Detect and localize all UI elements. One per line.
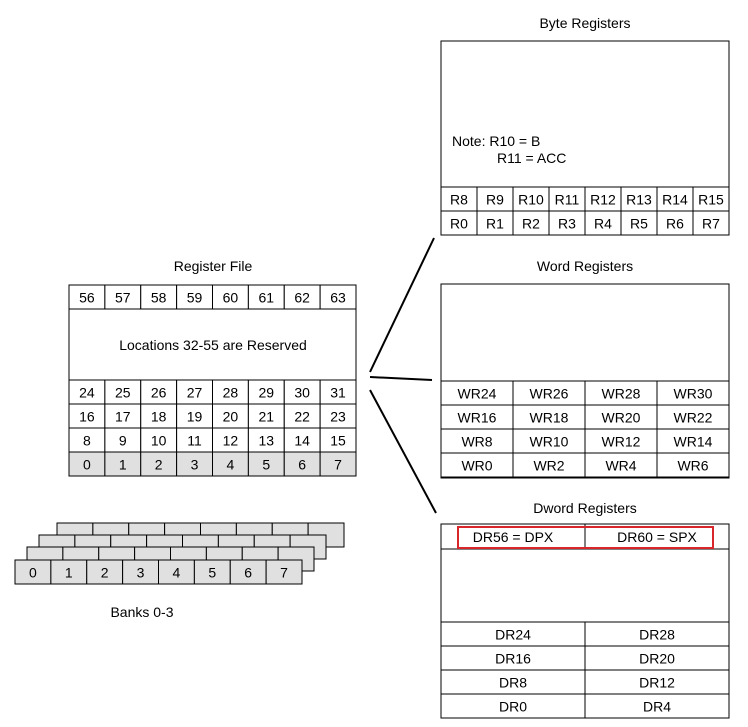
register-file-row-56-63-label: 58 [150, 289, 167, 306]
word-registers-title: Word Registers [536, 258, 634, 274]
word-register-row-label: WR0 [461, 457, 493, 474]
register-file-row-label: 30 [294, 384, 310, 401]
byte-register-r0-r7-label: R1 [486, 215, 504, 232]
word-register-row-label: WR8 [461, 433, 493, 450]
register-file-row-label: 5 [262, 456, 271, 473]
byte-register-r0-r7-label: R6 [666, 215, 684, 232]
register-file-row-label: 16 [79, 408, 95, 425]
word-registers-block [441, 258, 729, 478]
byte-register-r8-r15-label: R14 [662, 191, 688, 208]
byte-register-r8-r15-label: R11 [554, 191, 580, 208]
register-file-row-56-63-label: 56 [79, 289, 95, 306]
register-file-row-label: 26 [150, 384, 167, 401]
byte-register-r0-r7-label: R0 [450, 215, 468, 232]
byte-register-r8-r15-label: R12 [590, 191, 616, 208]
register-file-row-label: 3 [190, 456, 199, 473]
dword-register-row-label: DR12 [639, 674, 675, 691]
dword-registers-block [441, 500, 729, 718]
register-file-row-label: 2 [154, 456, 163, 473]
word-register-row-label: WR6 [677, 457, 709, 474]
register-file-row-label: 19 [186, 408, 203, 425]
word-register-row-label: WR4 [605, 457, 637, 474]
byte-registers-block [441, 15, 729, 235]
dword-registers-title: Dword Registers [533, 500, 637, 516]
word-register-row-label: WR18 [529, 409, 569, 426]
bank-0-label: 6 [244, 564, 253, 581]
byte-register-r8-r15-label: R8 [450, 191, 468, 208]
bank-0-label: 3 [136, 564, 145, 581]
register-file-row-label: 11 [187, 432, 202, 449]
register-file-row-label: 17 [115, 408, 131, 425]
register-file-row-56-63-label: 60 [222, 289, 239, 306]
register-file-row-label: 9 [118, 432, 127, 449]
bank-0-label: 5 [208, 564, 217, 581]
dword-register-row-label: DR20 [639, 650, 675, 667]
register-file-row-56-63-label: 63 [330, 289, 346, 306]
register-file-row-label: 8 [83, 432, 91, 449]
dword-register-row-label: DR4 [642, 698, 672, 715]
byte-registers-title: Byte Registers [539, 15, 631, 31]
byte-register-r0-r7-label: R4 [594, 215, 612, 232]
reserved-locations-note: Locations 32-55 are Reserved [119, 337, 307, 353]
word-register-row-label: WR2 [533, 457, 565, 474]
dword-register-row-label: DR16 [495, 650, 531, 667]
bank-0-label: 1 [64, 564, 73, 581]
register-file-row-label: 22 [294, 408, 310, 425]
connector-lines [370, 238, 436, 513]
register-file-row-label: 1 [118, 456, 127, 473]
banks-label: Banks 0-3 [110, 604, 174, 620]
byte-register-r8-r15-label: R15 [698, 191, 724, 208]
register-file-row-label: 12 [222, 432, 239, 449]
byte-register-r8-r15-label: R9 [486, 191, 504, 208]
word-register-row-label: WR22 [673, 409, 713, 426]
byte-register-r0-r7-label: R5 [630, 215, 648, 232]
register-file-row-label: 18 [150, 408, 167, 425]
register-file-row-label: 23 [330, 408, 346, 425]
register-file-row-label: 13 [258, 432, 275, 449]
byte-register-r0-r7-label: R2 [522, 215, 540, 232]
register-file-row-56-63-label: 59 [186, 289, 203, 306]
register-file-block [69, 258, 356, 476]
byte-register-r8-r15-label: R13 [626, 191, 652, 208]
bank-0-label: 2 [100, 564, 109, 581]
register-file-row-56-63-label: 57 [115, 289, 131, 306]
connector-to-word-registers [370, 377, 432, 380]
word-register-row-label: WR30 [673, 385, 713, 402]
register-file-row-label: 20 [222, 408, 239, 425]
register-file-row-label: 6 [298, 456, 307, 473]
register-file-row-label: 29 [258, 384, 275, 401]
byte-registers-note-line2: R11 = ACC [497, 150, 567, 166]
word-register-row-label: WR24 [457, 385, 497, 402]
register-file-row-label: 0 [83, 456, 91, 473]
register-file-row-label: 21 [258, 408, 275, 425]
register-file-row-label: 4 [226, 456, 235, 473]
word-register-row-label: WR16 [457, 409, 497, 426]
word-register-row-label: WR26 [529, 385, 569, 402]
register-file-row-label: 7 [334, 456, 342, 473]
register-file-row-56-63-label: 62 [294, 289, 310, 306]
register-file-row-label: 10 [150, 432, 167, 449]
word-register-row-label: WR10 [529, 433, 569, 450]
register-file-row-label: 25 [115, 384, 131, 401]
connector-to-byte-registers [370, 238, 434, 372]
byte-register-r0-r7-label: R3 [558, 215, 576, 232]
bank-0-label: 4 [172, 564, 181, 581]
dword-register-row-label: DR28 [639, 626, 675, 643]
register-file-row-label: 31 [330, 384, 346, 401]
word-register-row-label: WR12 [601, 433, 641, 450]
dword-register-dpx-spx-label: DR60 = SPX [617, 529, 697, 545]
connector-to-dword-registers [370, 390, 436, 513]
bank-0-label: 7 [280, 564, 288, 581]
dword-register-row-label: DR24 [495, 626, 531, 643]
dword-register-row-label: DR8 [498, 674, 528, 691]
word-register-row-label: WR14 [673, 433, 713, 450]
register-file-row-label: 24 [79, 384, 95, 401]
word-register-row-label: WR28 [601, 385, 641, 402]
register-file-row-label: 15 [330, 432, 346, 449]
register-file-row-label: 28 [222, 384, 239, 401]
byte-registers-note-line1: Note: R10 = B [452, 133, 541, 149]
bank-0-label: 0 [29, 564, 37, 581]
register-file-title: Register File [173, 258, 253, 274]
banks-block [15, 523, 344, 620]
byte-register-r0-r7-label: R7 [702, 215, 720, 232]
register-file-row-label: 14 [294, 432, 310, 449]
dword-register-dpx-spx-label: DR56 = DPX [472, 529, 554, 545]
word-register-row-label: WR20 [601, 409, 641, 426]
byte-register-r8-r15-label: R10 [518, 191, 544, 208]
register-file-row-label: 27 [186, 384, 203, 401]
register-file-row-56-63-label: 61 [258, 289, 275, 306]
dword-register-row-label: DR0 [498, 698, 528, 715]
